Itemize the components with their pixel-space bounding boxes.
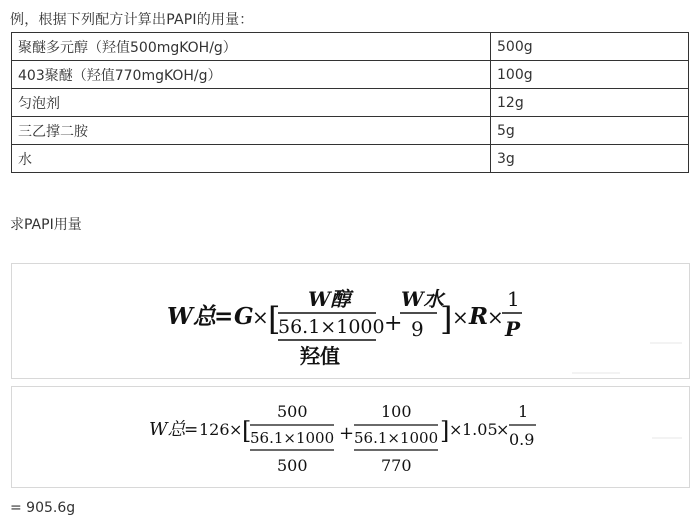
general-formula: [12, 264, 689, 378]
hydroxyl-value-label: 羟值: [300, 344, 340, 368]
ingredient-cell: 匀泡剂: [12, 89, 491, 117]
artifact-mark: [572, 372, 620, 374]
equals-sign: =: [184, 420, 199, 440]
plus-sign: +: [339, 423, 355, 444]
ingredient-cell: 三乙撑二胺: [12, 117, 491, 145]
nine: 9: [411, 317, 424, 341]
amount-cell: 3g: [491, 145, 689, 173]
ingredient-cell: 水: [12, 145, 491, 173]
formula-image-general: [11, 263, 690, 379]
ingredient-cell: 403聚醚（羟值770mgKOH/g）: [12, 61, 491, 89]
amount-cell: 500g: [491, 33, 689, 61]
g-symbol: G: [234, 303, 254, 330]
numeric-formula: [12, 387, 689, 487]
table-row: [12, 117, 689, 145]
lhs-w-total: W总: [149, 419, 186, 440]
one: 1: [507, 287, 520, 311]
numerator-500: 500: [277, 402, 308, 421]
amount-cell: 100g: [491, 61, 689, 89]
right-bracket: ]: [440, 417, 450, 445]
p-symbol: P: [505, 317, 521, 341]
times-sign: ×: [229, 420, 243, 439]
denominator-56-1: 56.1×1000: [354, 429, 439, 447]
question-text: 求PAPI用量: [10, 217, 82, 233]
artifact-mark: [652, 437, 682, 439]
intro-text: 例，根据下列配方计算出PAPI的用量：: [10, 12, 254, 28]
equals-sign: =: [214, 303, 234, 330]
amount-cell: 12g: [491, 89, 689, 117]
times-sign: ×: [452, 305, 469, 329]
one: 1: [518, 402, 529, 421]
ingredient-cell: 聚醚多元醇（羟值500mgKOH/g）: [12, 33, 491, 61]
plus-sign: +: [384, 311, 403, 336]
r-symbol: R: [469, 303, 489, 330]
table-row: [12, 61, 689, 89]
value-1-05: 1.05: [462, 420, 498, 439]
times-sign: ×: [449, 420, 463, 439]
table-row: [12, 145, 689, 173]
amount-cell: 5g: [491, 117, 689, 145]
times-sign: ×: [487, 305, 504, 329]
times-sign: ×: [496, 420, 510, 439]
denominator-770: 770: [381, 456, 412, 475]
value-0-9: 0.9: [509, 430, 535, 449]
numerator-100: 100: [381, 402, 412, 421]
recipe-table: [11, 32, 689, 173]
w-alcohol: W醇: [308, 287, 351, 311]
right-bracket: ]: [440, 300, 453, 338]
lhs-w-total: W总: [167, 303, 216, 330]
w-water: W水: [401, 287, 444, 311]
denominator-56-1: 56.1×1000: [278, 316, 385, 338]
table-row: [12, 33, 689, 61]
denominator-56-1: 56.1×1000: [250, 429, 335, 447]
times-sign: ×: [252, 305, 269, 329]
table-row: [12, 89, 689, 117]
artifact-mark: [650, 342, 682, 344]
result-text: = 905.6g: [10, 500, 76, 516]
left-bracket: [: [242, 417, 252, 445]
formula-image-numeric: [11, 386, 690, 488]
left-bracket: [: [268, 300, 281, 338]
value-126: 126: [199, 420, 230, 439]
denominator-500: 500: [277, 456, 308, 475]
